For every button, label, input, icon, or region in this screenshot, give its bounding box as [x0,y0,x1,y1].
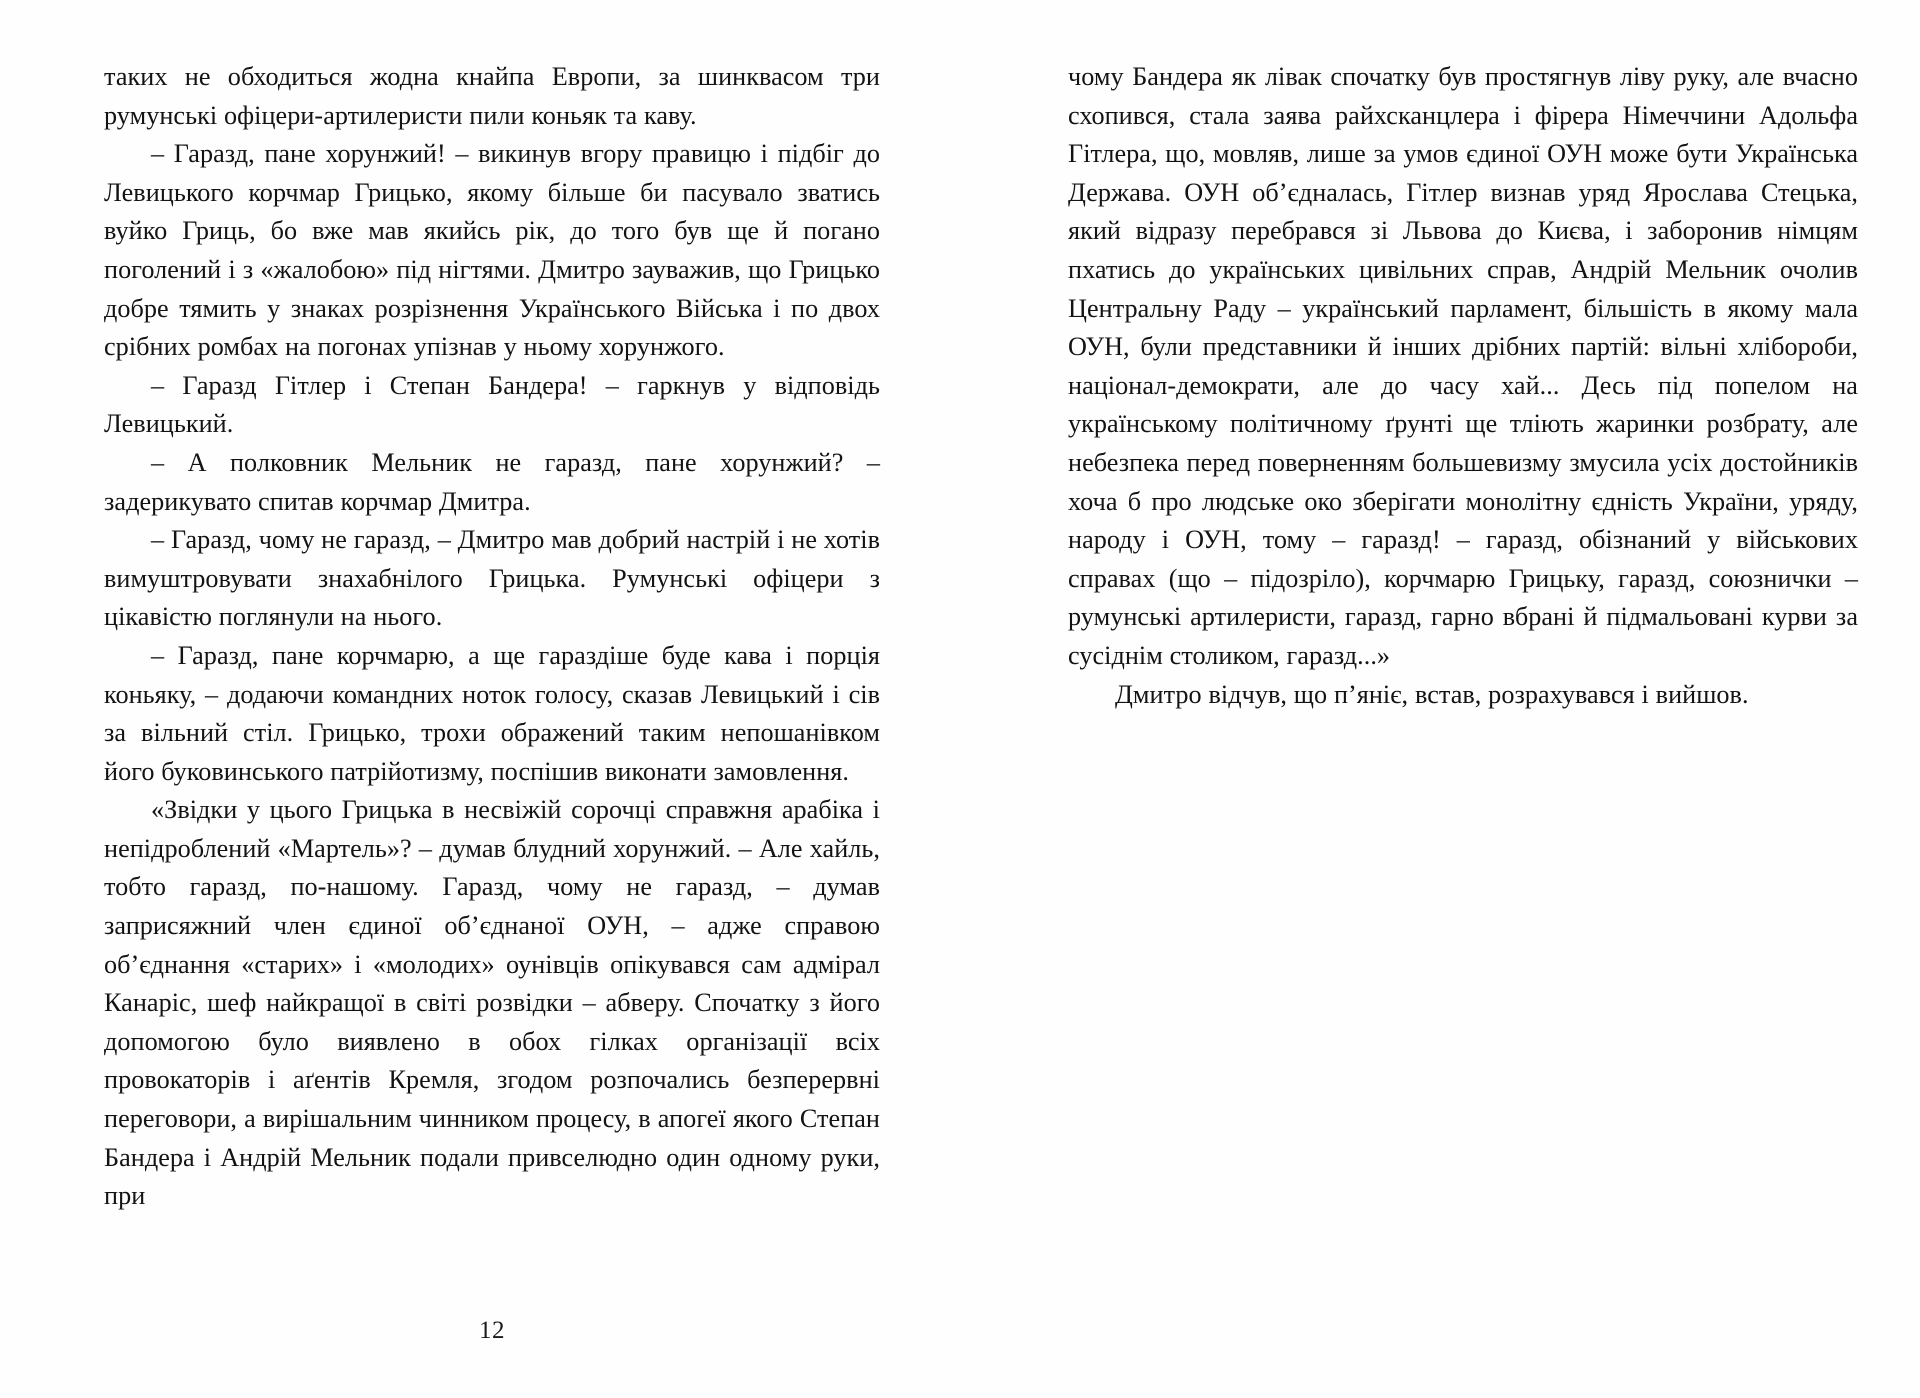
page-number: 12 [479,1317,505,1344]
right-column-textblock [1068,58,1858,714]
paragraph: – Гаразд, пане хорунжий! – викинув вгору правицю і підбіг до Левицького корчмар Грицько, якому більше би пасувало зватись вуйко Гриць, бо вже мав якийсь рік, до того був ще й погано поголений і з «жалобою» під нігтями. Дмитро зауважив, що Грицько добре тямить у знаках розрізнення Українського Війська і по двох срібних ромбах на погонах упізнав у ньому хорунжого. [104,139,880,362]
paragraph: – Гаразд, чому не гаразд, – Дмитро мав добрий настрій і не хотів вимуштровувати знахабнілого Грицька. Румунські офіцери з цікавістю поглянули на нього. [104,525,880,632]
paragraph: «Звідки у цього Грицька в несвіжій сорочці справжня арабіка і непідроблений «Мартель»? – думав блудний хорунжий. – Але хайль, тобто гаразд, по-нашому. Гаразд, чому не гаразд, – думав заприсяжний член єдиної об’єднаної ОУН, – адже справою об’єднання «старих» і «молодих» оунівців опікувався сам адмірал Канаріс, шеф найкращої в світі розвідки – абверу. Спочатку з його допомогою було виявлено в обох гілках організації всіх провокаторів і аґентів Кремля, згодом розпочались безперервні переговори, а вирішальним чинником процесу, в апогеї якого Степан Бандера і Андрій Мельник подали привселюдно один одному руки, при [104,795,880,1211]
left-column-textblock [104,58,880,1216]
paragraph: Дмитро відчув, що п’яніє, встав, розрахувався і вийшов. [1115,679,1749,709]
page-right [960,0,1920,1398]
paragraph: чому Бандера як лівак спочатку був простягнув ліву руку, але вчасно схопився, стала заява райхсканцлера і фірера Німеччини Адольфа Гітлера, що, мовляв, лише за умов єдиної ОУН може бути Українська Держава. ОУН об’єдналась, Гітлер визнав уряд Ярослава Стецька, який відразу перебрався зі Львова до Києва, і заборонив німцям пхатись до українських цивільних справ, Андрій Мельник очолив Центральну Раду – український парламент, більшість в якому мала ОУН, були представники й інших дрібних партій: вільні хлібороби, націонал-демократи, але до часу хай... Десь під попелом на українському політичному ґрунті ще тліють жаринки розбрату, але небезпека перед поверненням большевизму змусила усіх достойників хоча б про людське око зберігати монолітну єдність України, уряду, народу і ОУН, тому – гаразд! – гаразд, обізнаний у військових справах (що – підозріло), корчмарю Грицьку, гаразд, союзнички – румунські артилеристи, гаразд, гарно вбрані й підмальовані курви за сусіднім столиком, гаразд...» [1068,62,1858,670]
paragraph: – Гаразд, пане корчмарю, а ще гараздіше буде кава і порція коньяку, – додаючи командних ноток голосу, сказав Левицький і сів за вільний стіл. Грицько, трохи ображений таким непошанівком його буковинського патрійотизму, поспішив виконати замовлення. [104,640,880,786]
paragraph: – А полковник Мельник не гаразд, пане хорунжий? – задерикувато спитав корчмар Дмитра. [104,447,880,516]
paragraph: таких не обходиться жодна кнайпа Европи, за шинквасом три румунські офіцери-артилеристи пили коньяк та каву. [104,62,880,130]
paragraph: – Гаразд Гітлер і Степан Бандера! – гаркнув у відповідь Левицький. [104,370,880,439]
